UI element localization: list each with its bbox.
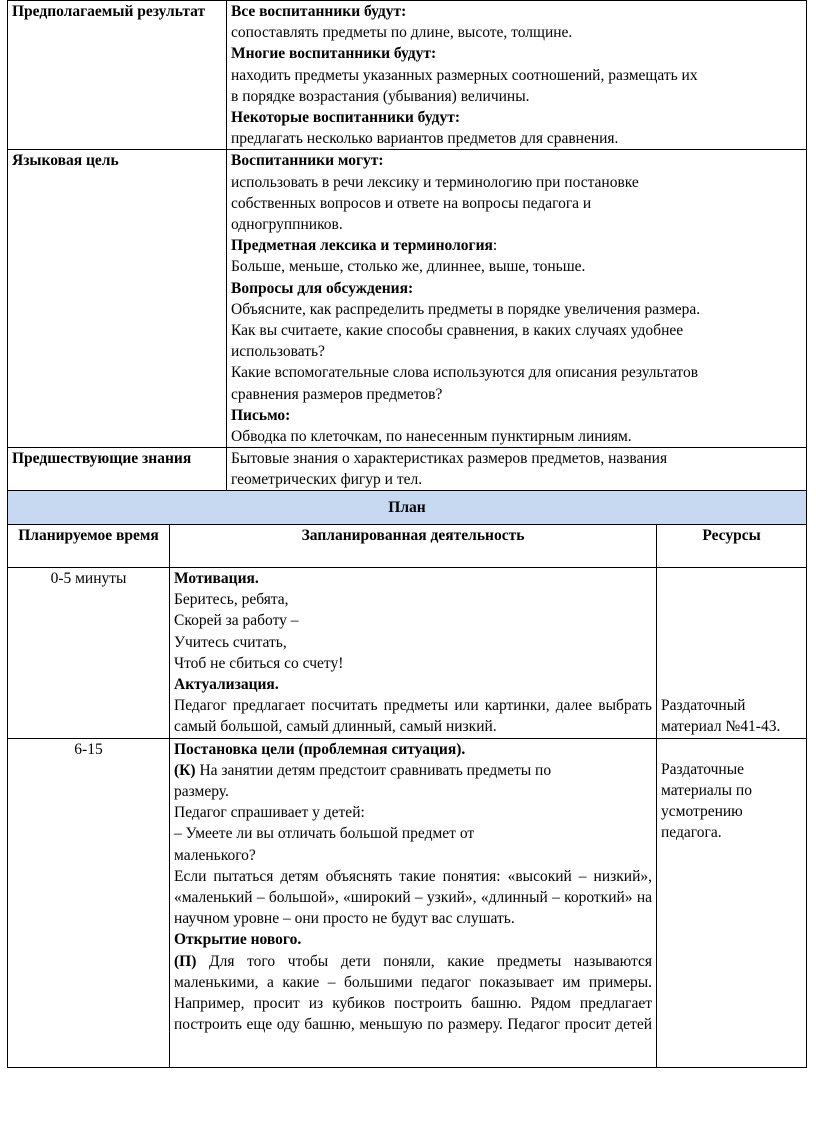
question-2-line-2: использовать?	[231, 343, 325, 361]
plan-row-2	[8, 738, 807, 1067]
actualization-head: Актуализация.	[174, 676, 279, 694]
k-line	[174, 760, 652, 781]
prior-line-1: Бытовые знания о характеристиках размеров предметов, названия	[231, 450, 668, 468]
teacher-asks: Педагог спрашивает у детей:	[174, 804, 365, 822]
col-time-header: Планируемое время	[8, 525, 170, 568]
all-head: Все воспитанники будут:	[231, 3, 407, 20]
plan-title-row	[8, 491, 807, 525]
p-text: Для того чтобы дети поняли, какие предметы называются маленькими, а какие – большими педагог показывает им примеры. Например, просит из кубиков построить башню. Рядом предлагает построить еще оду башню, меньшую по размеру. Педагог просит детей	[174, 952, 652, 1034]
lexicon-text: Больше, меньше, столько же, длиннее, выше, тоньше.	[231, 258, 586, 276]
poem-line-2: Скорей за работу –	[174, 612, 299, 630]
many-text-1: находить предметы указанных размерных соотношений, размещать их	[231, 66, 698, 84]
discovery-head: Открытие нового.	[174, 931, 302, 949]
question-3-line-2: сравнения размеров предметов?	[231, 385, 443, 403]
question-3-line-1: Какие вспомогательные слова используются для описания результатов	[231, 364, 699, 382]
can-head: Воспитанники могут:	[231, 152, 384, 170]
lexicon-head: Предметная лексика и терминология	[231, 237, 493, 255]
k-mark: (К)	[174, 761, 196, 779]
k-text-2: размеру.	[174, 783, 229, 801]
row-2-time: 6-15	[8, 738, 170, 1067]
some-head: Некоторые воспитанники будут:	[231, 109, 460, 127]
can-line-1: использовать в речи лексику и терминологию при постановке	[231, 173, 639, 191]
result-cell	[227, 1, 807, 150]
many-head: Многие воспитанники будут:	[231, 45, 437, 63]
k-text-1: На занятии детям предстоит сравнивать предметы по	[195, 761, 552, 779]
questions-head: Вопросы для обсуждения:	[231, 279, 414, 297]
poem-line-4: Чтоб не сбиться со счету!	[174, 654, 344, 672]
writing-head: Письмо:	[231, 406, 291, 424]
writing-text: Обводка по клеточкам, по нанесенным пунктирным линиям.	[231, 428, 632, 446]
motivation-head: Мотивация.	[174, 570, 259, 587]
goal-head: Постановка цели (проблемная ситуация).	[174, 740, 466, 758]
attempt-text: Если пытаться детям объяснять такие понятия: «высокий – низкий», «маленький – большой», «широкий – узкий», «длинный – короткий» на научном уровне – они просто не будут вас слушать.	[174, 867, 652, 928]
can-line-2: собственных вопросов и ответе на вопросы педагога и	[231, 194, 592, 212]
can-line-3: одногруппников.	[231, 216, 343, 234]
col-resources-header: Ресурсы	[657, 525, 807, 568]
many-text-2: в порядке возрастания (убывания) величины.	[231, 87, 530, 105]
all-text: сопоставлять предметы по длине, высоте, толщине.	[231, 24, 573, 42]
prior-row	[8, 448, 807, 491]
result-row	[8, 1, 807, 150]
poem-line-1: Беритесь, ребята,	[174, 591, 289, 609]
question-line-2: маленького?	[174, 846, 256, 864]
row-2-resource: Раздаточные материалы по усмотрению педагога.	[657, 738, 807, 1067]
plan-row-1	[8, 568, 807, 739]
prior-cell	[227, 448, 807, 491]
some-text: предлагать несколько вариантов предметов для сравнения.	[231, 130, 619, 148]
plan-header-row	[8, 525, 807, 568]
question-2-line-1: Как вы считаете, какие способы сравнения, в каких случаях удобнее	[231, 322, 684, 340]
result-label: Предполагаемый результат	[8, 1, 227, 150]
prior-label: Предшествующие знания	[8, 448, 227, 491]
language-cell	[227, 150, 807, 448]
actualization-text: Педагог предлагает посчитать предметы или картинки, далее выбрать самый большой, самый длинный, самый низкий.	[174, 697, 652, 736]
prior-line-2: геометрических фигур и тел.	[231, 471, 423, 489]
plan-title: План	[8, 491, 807, 525]
row-1-activity	[170, 568, 657, 739]
p-mark: (П)	[174, 952, 197, 970]
col-activity-header: Запланированная деятельность	[170, 525, 657, 568]
p-paragraph	[174, 951, 652, 1036]
row-2-activity	[170, 738, 657, 1067]
goals-table	[7, 0, 807, 492]
language-label: Языковая цель	[8, 150, 227, 448]
poem-line-3: Учитесь считать,	[174, 633, 287, 651]
lexicon-line	[231, 235, 802, 256]
row-1-resource: Раздаточный материал №41-43.	[657, 568, 807, 739]
row-1-time: 0-5 минуты	[8, 568, 170, 739]
question-line-1: – Умеете ли вы отличать большой предмет от	[174, 825, 475, 843]
language-row	[8, 150, 807, 448]
lexicon-colon: :	[492, 237, 498, 255]
question-1: Объясните, как распределить предметы в порядке увеличения размера.	[231, 300, 701, 318]
plan-table	[7, 490, 807, 1068]
